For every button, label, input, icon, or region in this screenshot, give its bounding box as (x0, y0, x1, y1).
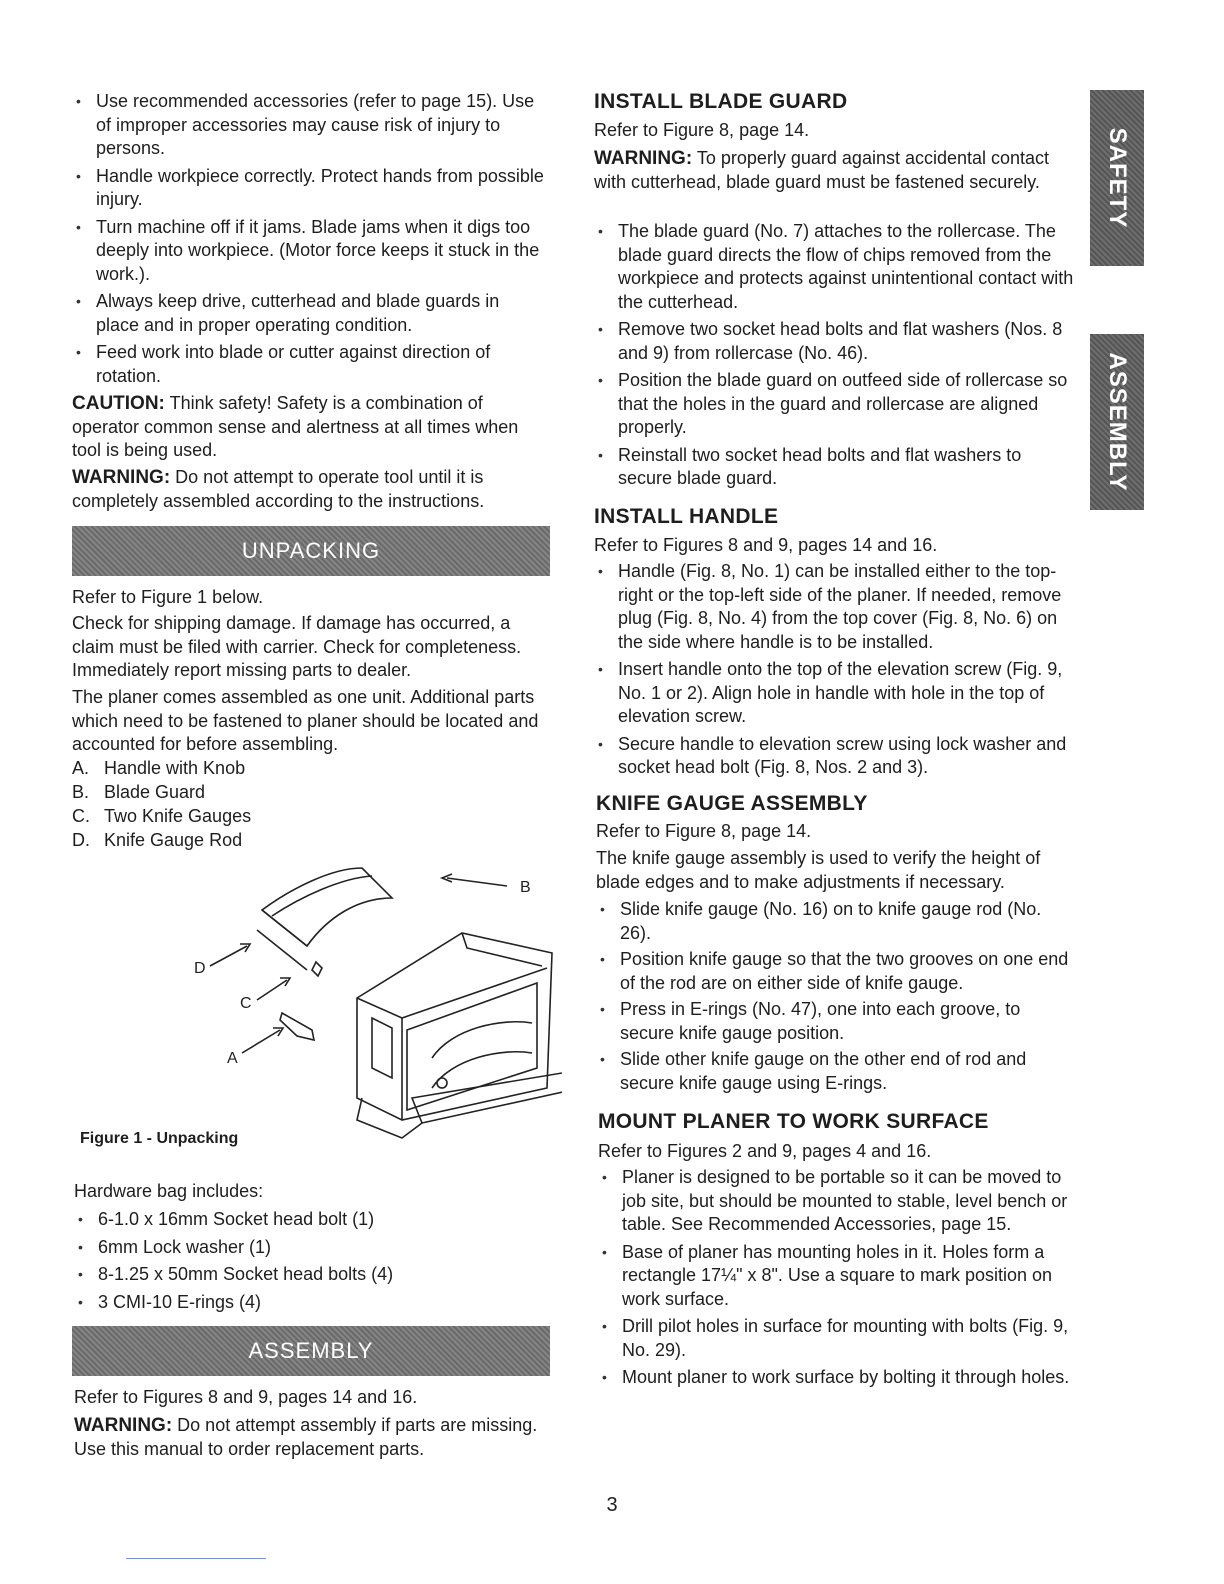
knife-steps (596, 898, 1076, 1098)
hardware-list (74, 1208, 544, 1318)
knife-gauge-rod-drawing (257, 930, 307, 970)
unpacking-banner (72, 526, 550, 576)
list-item: A. Handle with Knob (72, 758, 246, 778)
assembly-banner-title: ASSEMBLY (248, 1338, 374, 1363)
knife-paragraph: The knife gauge assembly is used to verify the height of blade edges and to make adjustments if necessary. (596, 848, 1041, 892)
list-item: • Press in E-rings (No. 47), one into each groove, to secure knife gauge position. (596, 998, 1076, 1045)
list-item: • 6-1.0 x 16mm Socket head bolt (1) (74, 1208, 544, 1232)
section-heading: INSTALL BLADE GUARD (594, 90, 848, 113)
warning-paragraph (72, 466, 542, 513)
list-item: • Mount planer to work surface by bolting it through holes. (598, 1366, 1078, 1390)
planer-drawing (357, 933, 562, 1138)
safety-bullet: • Use recommended accessories (refer to page 15). Use of improper accessories may cause risk of injury to persons. (72, 90, 547, 161)
knife-gauge-drawing (312, 962, 322, 976)
warning-label: WARNING: (72, 467, 171, 488)
list-item: • 8-1.25 x 50mm Socket head bolts (4) (74, 1263, 544, 1287)
list-item: D. Knife Gauge Rod (72, 830, 243, 850)
blade-guard-steps (594, 220, 1074, 495)
list-item: • Slide knife gauge (No. 16) on to knife gauge rod (No. 26). (596, 898, 1076, 945)
list-item: • Insert handle onto the top of the elevation screw (Fig. 9, No. 1 or 2). Align hole in handle with hole in the top of elevation screw. (594, 658, 1074, 729)
section-ref: Refer to Figures 8 and 9, pages 14 and 16. (594, 535, 938, 555)
assembly-ref: Refer to Figures 8 and 9, pages 14 and 16. (74, 1387, 418, 1407)
caution-label: CAUTION: (72, 393, 165, 414)
warning-text: To properly guard against accidental contact with cutterhead, blade guard must be fastened securely. (594, 148, 1050, 192)
warning-label: WARNING: (594, 148, 693, 169)
warning-label: WARNING: (74, 1415, 173, 1436)
section-heading: MOUNT PLANER TO WORK SURFACE (598, 1110, 989, 1133)
safety-bullet: • Feed work into blade or cutter against direction of rotation. (72, 341, 547, 388)
list-item: B. Blade Guard (72, 782, 206, 802)
page-number: 3 (606, 1494, 618, 1516)
figure-label-a: A (227, 1050, 238, 1067)
tab-assembly[interactable] (1090, 334, 1144, 510)
list-item: • 3 CMI-10 E-rings (4) (74, 1291, 544, 1315)
warning-paragraph (594, 147, 1074, 194)
warning-text: Do not attempt to operate tool until it is completely assembled according to the instructions. (72, 467, 485, 511)
unpack-ref: Refer to Figure 1 below. (72, 587, 264, 607)
assembly-warning (74, 1414, 539, 1461)
list-item: • The blade guard (No. 7) attaches to the rollercase. The blade guard directs the flow of chips removed from the workpiece and protects against unintentional contact with the cutterhead. (594, 220, 1074, 314)
list-item: • Remove two socket head bolts and flat washers (Nos. 8 and 9) from rollercase (No. 46). (594, 318, 1074, 365)
list-item: • Position knife gauge so that the two grooves on one end of the rod are on either side of knife gauge. (596, 948, 1076, 995)
figure-label-b: B (520, 879, 531, 896)
list-item: • Position the blade guard on outfeed side of rollercase so that the holes in the guard and rollercase are aligned properly. (594, 369, 1074, 440)
parts-list (72, 756, 251, 852)
list-item: • Reinstall two socket head bolts and flat washers to secure blade guard. (594, 444, 1074, 491)
hardware-title: Hardware bag includes: (74, 1181, 264, 1201)
tab-safety-label: SAFETY (1104, 127, 1131, 229)
safety-bullet: • Handle workpiece correctly. Protect hands from possible injury. (72, 165, 547, 212)
handle-steps (594, 560, 1074, 784)
list-item: C. Two Knife Gauges (72, 806, 252, 826)
figure-label-c: C (240, 995, 252, 1012)
caution-paragraph (72, 392, 542, 463)
section-ref: Refer to Figures 2 and 9, pages 4 and 16. (598, 1141, 932, 1161)
section-heading: INSTALL HANDLE (594, 505, 779, 528)
list-item: • Secure handle to elevation screw using lock washer and socket head bolt (Fig. 8, Nos. 2 and 3). (594, 733, 1074, 780)
footer-divider (126, 1558, 266, 1559)
list-item: • Base of planer has mounting holes in it. Holes form a rectangle 17¼" x 8". Use a square to mark position on work surface. (598, 1241, 1078, 1312)
handle-drawing (280, 1013, 314, 1040)
warning-text: Do not attempt assembly if parts are missing. Use this manual to order replacement parts. (74, 1415, 538, 1459)
unpack-paragraph: The planer comes assembled as one unit. Additional parts which need to be fastened to planer should be located and accounted for before assembling. (72, 687, 539, 754)
figure-caption: Figure 1 - Unpacking (80, 1130, 239, 1147)
list-item: • Handle (Fig. 8, No. 1) can be installed either to the top-right or the top-left side of the planer. If needed, remove plug (Fig. 8, No. 4) from the top cover (Fig. 8, No. 6) on the side where handle is to be installed. (594, 560, 1074, 654)
tab-safety[interactable] (1090, 90, 1144, 266)
caution-text: Think safety! Safety is a combination of operator common sense and alertness at all times when tool is being used. (72, 393, 519, 460)
safety-bullet: • Turn machine off if it jams. Blade jams when it digs too deeply into workpiece. (Motor force keeps it stuck in the work.). (72, 216, 547, 287)
unpacking-figure (102, 858, 562, 1158)
section-heading: KNIFE GAUGE ASSEMBLY (596, 792, 868, 815)
list-item: • Drill pilot holes in surface for mounting with bolts (Fig. 9, No. 29). (598, 1315, 1078, 1362)
unpacking-banner-title: UNPACKING (241, 538, 381, 563)
assembly-banner (72, 1326, 550, 1376)
safety-bullet: • Always keep drive, cutterhead and blade guards in place and in proper operating condition. (72, 290, 547, 337)
section-ref: Refer to Figure 8, page 14. (594, 120, 810, 140)
tab-assembly-label: ASSEMBLY (1104, 352, 1131, 492)
list-item: • Slide other knife gauge on the other end of rod and secure knife gauge using E-rings. (596, 1048, 1076, 1095)
safety-bullets (72, 90, 547, 392)
section-ref: Refer to Figure 8, page 14. (596, 821, 812, 841)
unpack-paragraph: Check for shipping damage. If damage has occurred, a claim must be filed with carrier. Check for completeness. Immediately report missing parts to dealer. (72, 613, 522, 680)
list-item: • 6mm Lock washer (1) (74, 1236, 544, 1260)
blade-guard-drawing (262, 868, 392, 946)
list-item: • Planer is designed to be portable so it can be moved to job site, but should be mounted to stable, level bench or table. See Recommended Accessories, page 15. (598, 1166, 1078, 1237)
figure-label-d: D (194, 960, 206, 977)
mount-steps (598, 1166, 1078, 1394)
